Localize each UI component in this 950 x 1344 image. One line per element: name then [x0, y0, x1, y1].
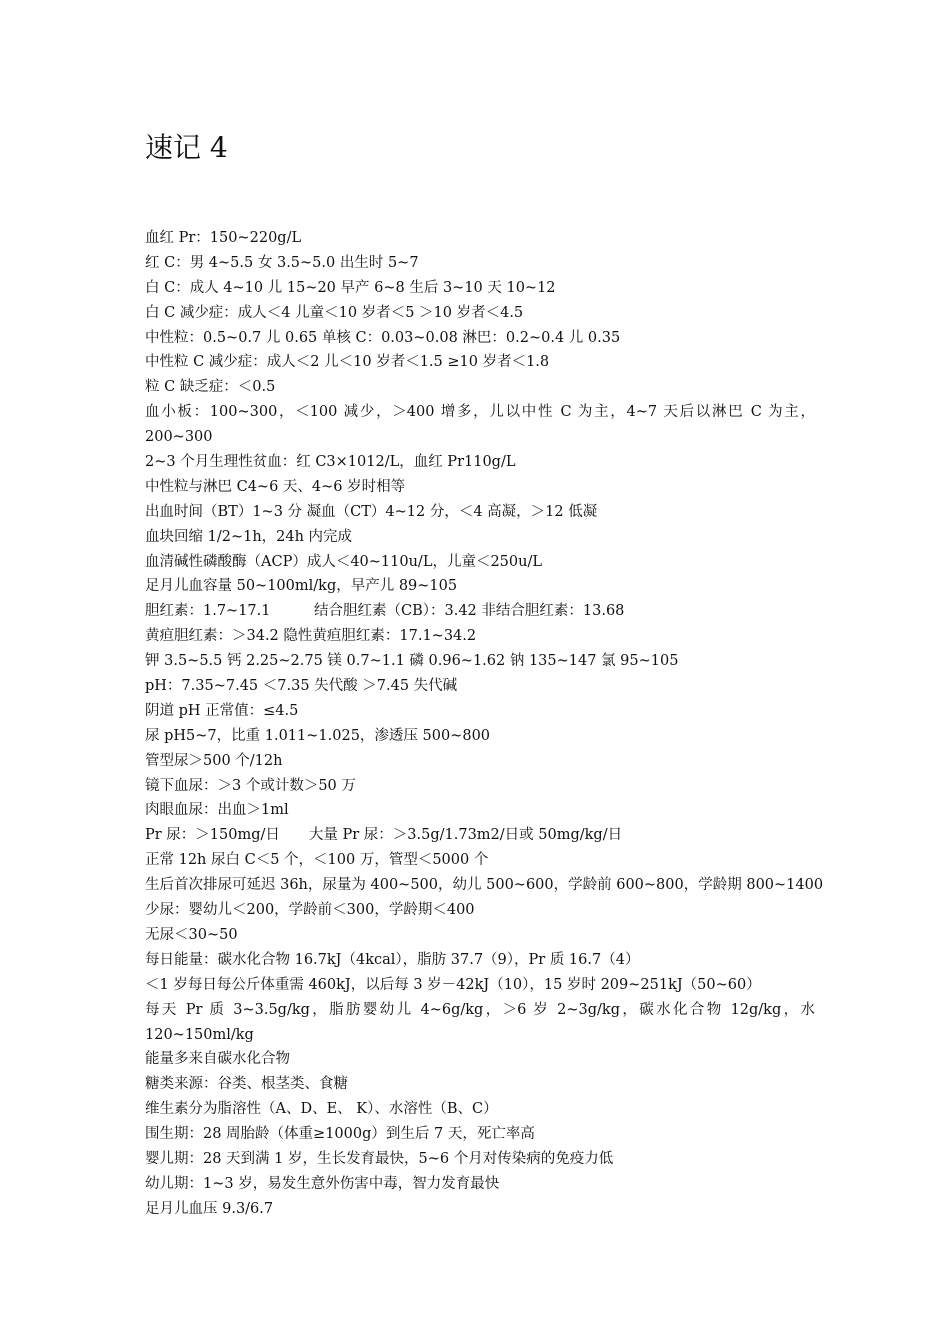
page-title: 速记 4	[145, 131, 228, 164]
text-line: 正常 12h 尿白 C＜5 个，＜100 万，管型＜5000 个	[145, 852, 489, 869]
text-line: 中性粒 C 减少症：成人＜2 儿＜10 岁者＜1.5 ≥10 岁者＜1.8	[145, 354, 550, 371]
text-line: 白 C：成人 4~10 儿 15~20 早产 6~8 生后 3~10 天 10~12	[145, 279, 556, 296]
text-line: 镜下血尿：＞3 个或计数＞50 万	[145, 777, 356, 794]
text-line: 无尿＜30~50	[145, 926, 238, 943]
text-line: 白 C 减少症：成人＜4 儿童＜10 岁者＜5 ＞10 岁者＜4.5	[145, 304, 524, 321]
text-line: 阴道 pH 正常值：≤4.5	[145, 702, 299, 719]
text-line: 足月儿血压 9.3/6.7	[145, 1200, 274, 1217]
text-line: 黄疸胆红素：＞34.2 隐性黄疸胆红素：17.1~34.2	[145, 628, 477, 645]
text-line: 120~150ml/kg	[145, 1026, 254, 1043]
text-body	[145, 226, 825, 1222]
text-line: 血块回缩 1/2~1h，24h 内完成	[145, 528, 353, 545]
text-line: 血小板：100~300，＜100 减少，＞400 增多，儿以中性 C 为主，4~7 天后以淋巴 C 为主，	[145, 404, 815, 421]
text-line: 幼儿期：1~3 岁，易发生意外伤害中毒，智力发育最快	[145, 1175, 500, 1192]
text-line: 胆红素：1.7~17.1 结合胆红素（CB）：3.42 非结合胆红素：13.68	[145, 603, 625, 620]
text-line: 每天 Pr 质 3~3.5g/kg，脂肪婴幼儿 4~6g/kg，＞6 岁 2~3g/kg，碳水化合物 12g/kg，水	[145, 1001, 815, 1018]
text-line: 中性粒：0.5~0.7 儿 0.65 单核 C：0.03~0.08 淋巴：0.2~0.4 儿 0.35	[145, 329, 621, 346]
text-line: 中性粒与淋巴 C4~6 天、4~6 岁时相等	[145, 478, 406, 495]
text-line: 维生素分为脂溶性（A、D、E、 K）、水溶性（B、C）	[145, 1101, 498, 1118]
text-line: 出血时间（BT）1~3 分 凝血（CT）4~12 分，＜4 高凝，＞12 低凝	[145, 503, 598, 520]
text-line: 尿 pH5~7，比重 1.011~1.025，渗透压 500~800	[145, 727, 491, 744]
text-line: 管型尿＞500 个/12h	[145, 752, 283, 769]
text-line: ＜1 岁每日每公斤体重需 460kJ，以后每 3 岁－42kJ（10），15 岁时 209~251kJ（50~60）	[145, 976, 761, 993]
text-line: 生后首次排尿可延迟 36h，尿量为 400~500，幼儿 500~600，学龄前 600~800，学龄期 800~1400	[145, 877, 824, 894]
text-line: 婴儿期：28 天到满 1 岁，生长发育最快，5~6 个月对传染病的免疫力低	[145, 1150, 614, 1167]
text-line: 200~300	[145, 429, 213, 446]
text-line: 血清碱性磷酸酶（ACP）成人＜40~110u/L，儿童＜250u/L	[145, 553, 542, 570]
text-line: Pr 尿：＞150mg/日 大量 Pr 尿：＞3.5g/1.73m2/日或 50mg/kg/日	[145, 827, 623, 844]
text-line: 足月儿血容量 50~100ml/kg，早产儿 89~105	[145, 578, 458, 595]
text-line: pH：7.35~7.45 ＜7.35 失代酸 ＞7.45 失代碱	[145, 678, 458, 695]
text-line: 钾 3.5~5.5 钙 2.25~2.75 镁 0.7~1.1 磷 0.96~1.62 钠 135~147 氯 95~105	[145, 653, 679, 670]
text-line: 能量多来自碳水化合物	[145, 1051, 290, 1068]
text-line: 糖类来源：谷类、根茎类、食糖	[145, 1076, 348, 1093]
text-line: 每日能量：碳水化合物 16.7kJ（4kcal），脂肪 37.7（9），Pr 质 16.7（4）	[145, 951, 640, 968]
text-line: 粒 C 缺乏症：＜0.5	[145, 379, 276, 396]
text-line: 少尿：婴幼儿＜200，学龄前＜300，学龄期＜400	[145, 902, 475, 919]
text-line: 肉眼血尿：出血＞1ml	[145, 802, 289, 819]
text-line: 围生期：28 周胎龄（体重≥1000g）到生后 7 天，死亡率高	[145, 1126, 535, 1143]
text-line: 血红 Pr：150~220g/L	[145, 230, 302, 246]
text-line: 2~3 个月生理性贫血：红 C3×1012/L，血红 Pr110g/L	[145, 454, 516, 471]
text-line: 红 C：男 4~5.5 女 3.5~5.0 出生时 5~7	[145, 254, 419, 271]
